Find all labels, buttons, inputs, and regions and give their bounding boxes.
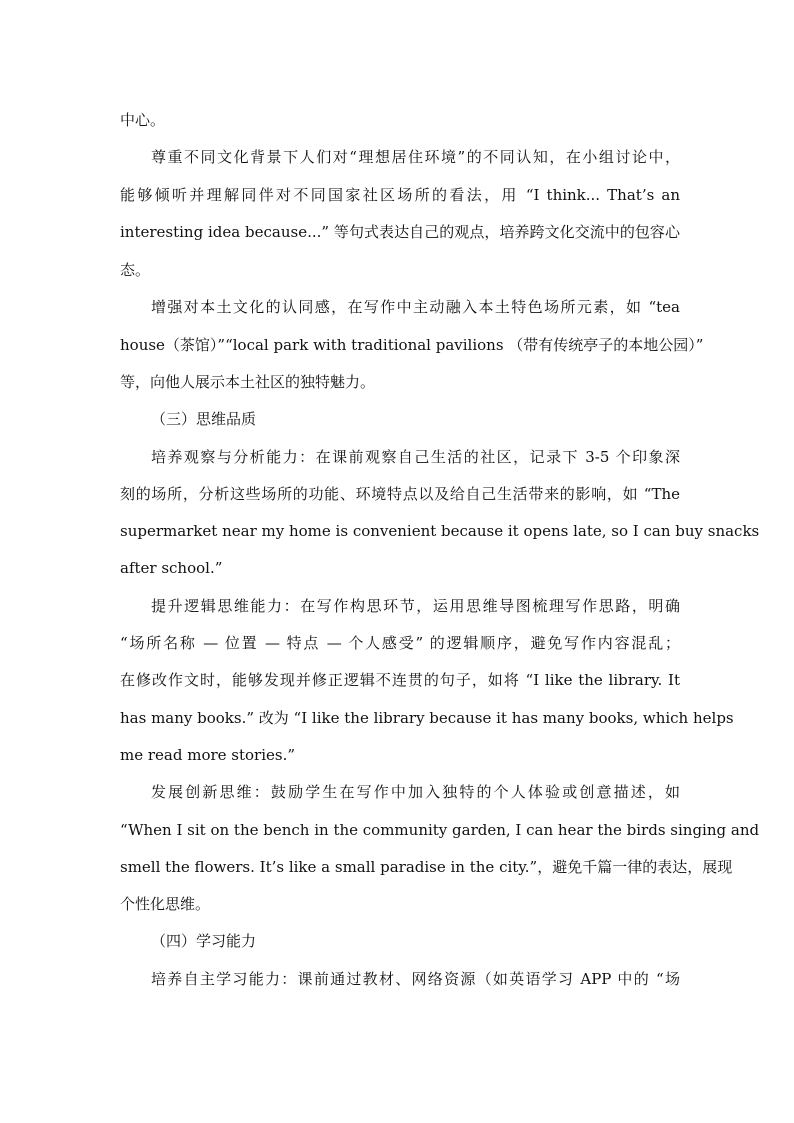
text-line: 中心。 [120, 111, 166, 129]
paragraph-line: after school.” [120, 559, 223, 577]
section-heading: （四）学习能力 [151, 932, 257, 950]
paragraph-line: 培养观察与分析能力：在课前观察自己生活的社区，记录下 3-5 个印象深 [151, 448, 680, 466]
paragraph-line: me read more stories.” [120, 746, 296, 764]
paragraph-line: 培养自主学习能力：课前通过教材、网络资源（如英语学习 APP 中的 “场 [151, 970, 680, 988]
paragraph-line: 态。 [120, 261, 151, 279]
paragraph-line: has many books.” 改为 “I like the library because it has many books, which helps [120, 709, 734, 727]
paragraph-line: 增强对本土文化的认同感，在写作中主动融入本土特色场所元素，如 “tea [151, 298, 680, 316]
paragraph-line: 尊重不同文化背景下人们对“理想居住环境”的不同认知，在小组讨论中， [151, 148, 680, 166]
paragraph-line: supermarket near my home is convenient because it opens late, so I can buy snacks [120, 522, 760, 540]
paragraph-line: interesting idea because...” 等句式表达自己的观点，培养跨文化交流中的包容心 [120, 223, 680, 241]
paragraph-line: 等，向他人展示本土社区的独特魅力。 [120, 373, 376, 391]
paragraph-line: 刻的场所，分析这些场所的功能、环境特点以及给自己生活带来的影响，如 “The [120, 485, 680, 503]
paragraph-line: 发展创新思维：鼓励学生在写作中加入独特的个人体验或创意描述，如 [151, 783, 680, 801]
paragraph-line: “场所名称 — 位置 — 特点 — 个人感受” 的逻辑顺序，避免写作内容混乱； [120, 634, 680, 652]
paragraph-line: 在修改作文时，能够发现并修正逻辑不连贯的句子，如将 “I like the library. It [120, 671, 680, 689]
paragraph-line: “When I sit on the bench in the community garden, I can hear the birds singing and [120, 821, 760, 839]
paragraph-line: 个性化思维。 [120, 895, 211, 913]
paragraph-line: house（茶馆）”“local park with traditional pavilions （带有传统亭子的本地公园）” [120, 336, 704, 354]
paragraph-line: smell the flowers. It’s like a small paradise in the city.”，避免千篇一律的表达，展现 [120, 858, 733, 876]
section-heading: （三）思维品质 [151, 410, 257, 428]
paragraph-line: 提升逻辑思维能力：在写作构思环节，运用思维导图梳理写作思路，明确 [151, 597, 680, 615]
paragraph-line: 能够倾听并理解同伴对不同国家社区场所的看法，用 “I think... That’s an [120, 186, 680, 204]
